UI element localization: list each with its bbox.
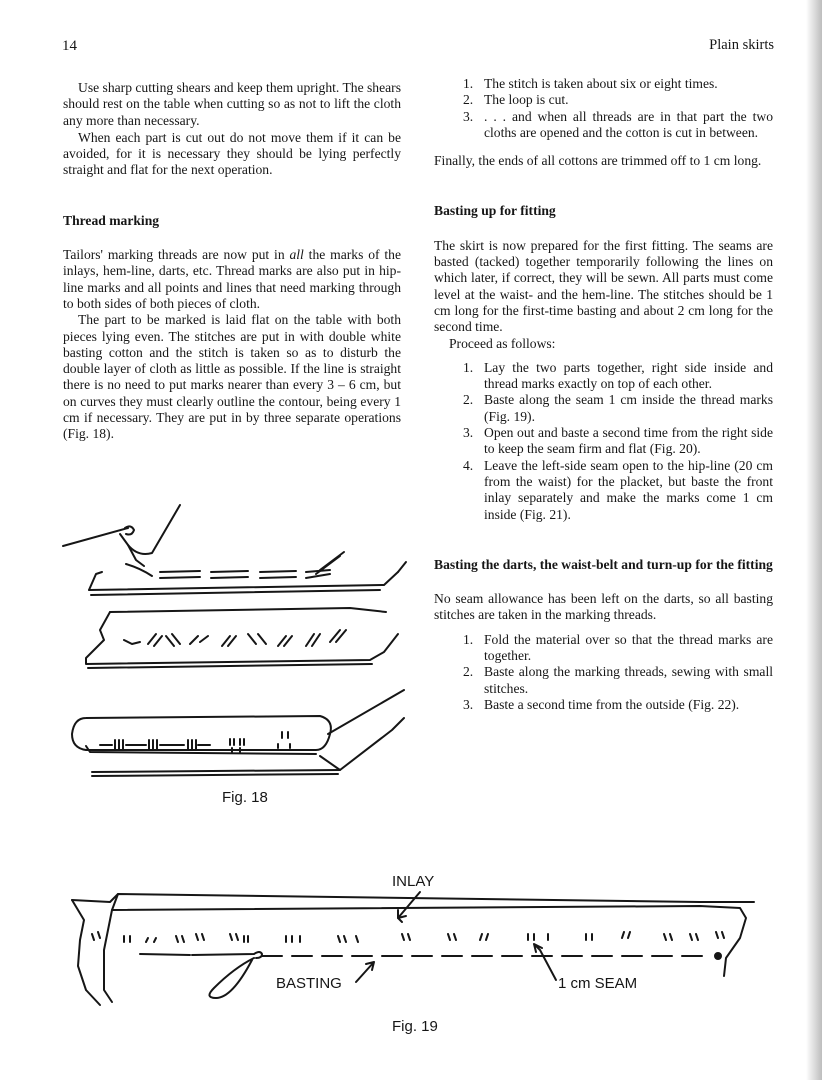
fig19-illustration: [72, 892, 754, 1005]
tm-p1-end: the marks of the inlays, hem-line, darts, etc. Thread marks are also put in hip-line marks and all points and lines that need marking through to both sides of both pieces of cloth.: [63, 247, 401, 311]
list-item: [434, 664, 773, 697]
list-text: Lay the two parts together, right side inside and thread marks exactly on top of each other.: [484, 359, 773, 392]
fig18-caption: Fig. 18: [222, 789, 268, 806]
list-number: 1.: [463, 631, 474, 647]
list-item: [434, 76, 773, 92]
list-text: Open out and baste a second time from the right side to keep the seam firm and flat (Fig. 20).: [484, 425, 773, 457]
list-number: 1.: [463, 76, 474, 91]
basting-steps-list: [434, 360, 773, 523]
basting-paragraph: The skirt is now prepared for the first fitting. The seams are basted (tacked) together temporarily following the lines on which later, if correct, they will be sewn. All parts must come level at the waist- and the hem-line. The stitches should be 1 cm long for the first-time basting and about 2 cm long for the second time.: [434, 237, 773, 335]
page-edge-shadow: [806, 0, 822, 1080]
darts-steps-list: [434, 632, 773, 713]
fig18-panel-open: [72, 690, 404, 776]
list-number: 2.: [463, 92, 474, 108]
tm-p1-emphasis: all: [289, 247, 304, 263]
intro-paragraph-1: Use sharp cutting shears and keep them upright. The shears should rest on the table when cutting so as not to lift the cloth any more than necessary.: [63, 80, 401, 128]
list-item: [434, 425, 773, 458]
list-text: Baste along the marking threads, sewing with small stitches.: [484, 664, 773, 696]
list-item: [434, 109, 773, 142]
list-item: [434, 632, 773, 665]
thread-marking-paragraph-2: The part to be marked is laid flat on the table with both pieces lying even. The stitches are put in with double white basting cotton and the stitch is taken so as to disturb the double layer of cloth as little as possible. If the line is straight there is no need to put marks nearer than every 3 – 6 cm, but on curves they must clearly outline the contour, being every 1 cm if necessary. They are put in by three separate operations (Fig. 18).: [63, 312, 401, 442]
list-number: 2.: [463, 392, 474, 408]
list-item: [434, 92, 773, 108]
fig19-caption: Fig. 19: [392, 1018, 438, 1035]
finally-paragraph: Finally, the ends of all cottons are trimmed off to 1 cm long.: [434, 153, 762, 169]
thread-marking-paragraph-1: [63, 247, 401, 312]
list-text: Fold the material over so that the thread marks are together.: [484, 631, 773, 664]
list-number: 3.: [463, 696, 474, 712]
fig19-label-seam: 1 cm SEAM: [558, 975, 638, 992]
stitch-steps-list: [434, 76, 773, 141]
page-number: 14: [62, 38, 77, 54]
list-text: . . . and when all threads are in that part the two cloths are opened and the cotton is cut in between.: [484, 108, 773, 140]
list-text: The loop is cut.: [484, 92, 569, 108]
list-number: 2.: [463, 664, 474, 680]
fig18-panel-cut: [86, 608, 398, 668]
list-number: 3.: [463, 108, 474, 124]
right-column: [434, 76, 773, 713]
tm-p1-start: Tailors' marking threads are now put in: [63, 247, 290, 263]
intro-paragraph-2: When each part is cut out do not move them if it can be avoided, for it is necessary they should be lying perfectly straight and flat for the next operation.: [63, 129, 401, 178]
darts-paragraph: No seam allowance has been left on the darts, so all basting stitches are taken in the marking threads.: [434, 591, 773, 623]
list-number: 4.: [463, 457, 474, 473]
list-text: Baste a second time from the outside (Fig. 22).: [484, 696, 740, 712]
list-text: Baste along the seam 1 cm inside the thread marks (Fig. 19).: [484, 392, 773, 424]
list-item: [434, 458, 773, 523]
left-column: [63, 80, 401, 443]
thread-marking-heading: Thread marking: [63, 212, 160, 228]
list-text: Leave the left-side seam open to the hip-line (20 cm from the waist) for the placket, but baste the front inlay separately and make the marks come 1 cm inside (Fig. 21).: [484, 457, 773, 522]
list-item: [434, 697, 773, 713]
fig18-panel-stitch: [63, 505, 406, 595]
fig19-label-inlay: INLAY: [392, 873, 435, 890]
basting-heading: Basting up for fitting: [434, 203, 556, 219]
proceed-text: Proceed as follows:: [449, 335, 556, 351]
list-text: The stitch is taken about six or eight times.: [484, 76, 718, 91]
list-item: [434, 392, 773, 425]
running-head: Plain skirts: [709, 37, 774, 53]
fig19-label-basting: BASTING: [276, 975, 342, 992]
list-number: 1.: [463, 359, 474, 375]
darts-heading: Basting the darts, the waist-belt and turn-up for the fitting: [434, 556, 773, 572]
list-item: [434, 360, 773, 393]
list-number: 3.: [463, 425, 474, 441]
